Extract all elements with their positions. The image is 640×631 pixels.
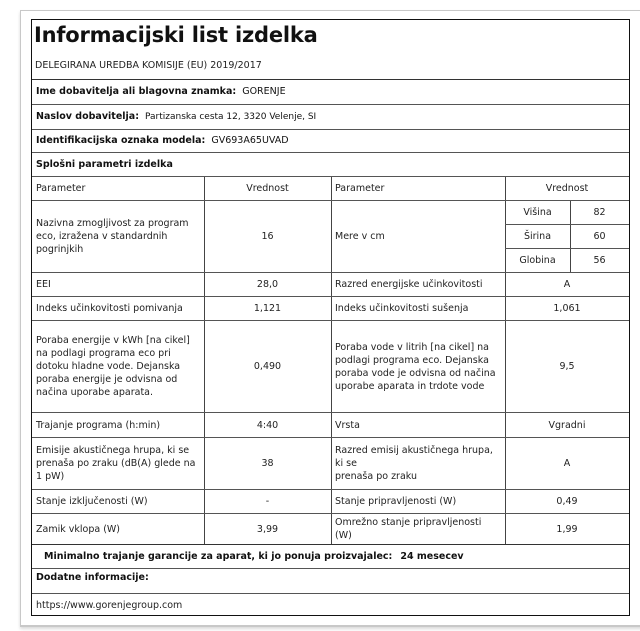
param-rated-capacity: Nazivna zmogljivost za program eco, izražena v standardnih pogrinjkih [36,218,189,255]
header-value-left: Vrednost [246,183,289,194]
param-noise-class [331,438,505,489]
warranty-label: Minimalno trajanje garancije za aparat, ki jo ponuja proizvajalec: [44,551,393,562]
dimension-width-value: 60 [593,231,606,242]
value-delay-start: 3,99 [256,523,279,535]
param-energy-consumption: Poraba energije v kWh [na cikel] na podlagi programa eco pri dotoku hladne vode. Dejanska poraba energije je odvisna od načina uporabe aparata. [36,335,190,398]
value-programme-duration: 4:40 [256,419,279,431]
value-standby-mode: 0,49 [556,496,578,507]
value-noise-emission: 38 [261,458,274,469]
dimension-height-label: Višina [523,207,552,218]
warranty-row [40,545,620,568]
dimension-height-value: 82 [593,207,606,218]
param-cleaning-index: Indeks učinkovitosti pomivanja [36,303,183,314]
param-type: Vrsta [335,419,360,431]
additional-info-label: Dodatne informacije: [36,572,149,583]
noise-class-line: prenaša po zraku [335,471,418,482]
section-title: Splošni parametri izdelka [36,159,173,170]
header-parameter-right: Parameter [335,183,385,194]
value-off-mode: - [265,496,270,507]
param-eei: EEI [36,279,51,290]
address-value: Partizanska cesta 12, 3320 Velenje, SI [145,112,317,122]
param-delay-start: Zamik vklopa (W) [36,523,120,535]
value-water-consumption: 9,5 [559,361,575,372]
param-noise-emission: Emisije akustičnega hrupa, ki se prenaša po zraku (dB(A) glede na 1 pW) [36,445,196,482]
supplier-label: Ime dobavitelja ali blagovna znamka: [36,86,237,97]
value-type: Vgradni [548,419,586,431]
header-value-right: Vrednost [545,183,589,194]
value-cleaning-index: 1,121 [253,303,282,314]
value-rated-capacity: 16 [261,231,274,242]
value-noise-class: A [563,458,571,469]
param-networked-standby: Omrežno stanje pripravljenosti (W) [335,517,482,541]
value-drying-index: 1,061 [553,303,581,314]
param-standby-mode: Stanje pripravljenosti (W) [335,496,457,507]
dimension-depth-label: Globina [519,255,556,266]
param-energy-class: Razred energijske učinkovitosti [335,279,483,290]
header-parameter-left: Parameter [36,183,86,194]
param-drying-index: Indeks učinkovitosti sušenja [335,303,469,314]
value-networked-standby: 1,99 [556,523,578,535]
regulation-subtitle: DELEGIRANA UREDBA KOMISIJE (EU) 2019/2017 [35,60,262,71]
product-information-sheet [31,19,630,616]
noise-class-line: ki se [335,458,357,469]
param-programme-duration: Trajanje programa (h:min) [36,419,161,431]
param-water-consumption: Poraba vode v litrih [na cikel] na podlagi programa eco. Dejanska poraba vode je odvisna od načina uporabe aparata in trdote vode [335,341,496,392]
dimension-width-label: Širina [523,231,552,242]
dimension-depth-value: 56 [593,255,606,266]
supplier-value: GORENJE [242,86,286,97]
value-energy-consumption: 0,490 [253,361,282,372]
value-energy-class: A [563,279,571,290]
model-label: Identifikacijska oznaka modela: [36,135,206,146]
parameters-table [32,20,629,615]
website-row [32,594,629,616]
website-link[interactable]: https://www.gorenjegroup.com [36,599,183,611]
param-dimensions: Mere v cm [335,231,385,242]
noise-class-line: Razred emisij akustičnega hrupa, [335,445,493,456]
param-off-mode: Stanje izključenosti (W) [36,496,148,507]
warranty-value: 24 mesecev [400,551,464,562]
value-eei: 28,0 [256,279,279,290]
document-title: Informacijski list izdelka [34,23,318,47]
address-label: Naslov dobavitelja: [36,111,139,122]
model-value: GV693A65UVAD [211,135,289,146]
